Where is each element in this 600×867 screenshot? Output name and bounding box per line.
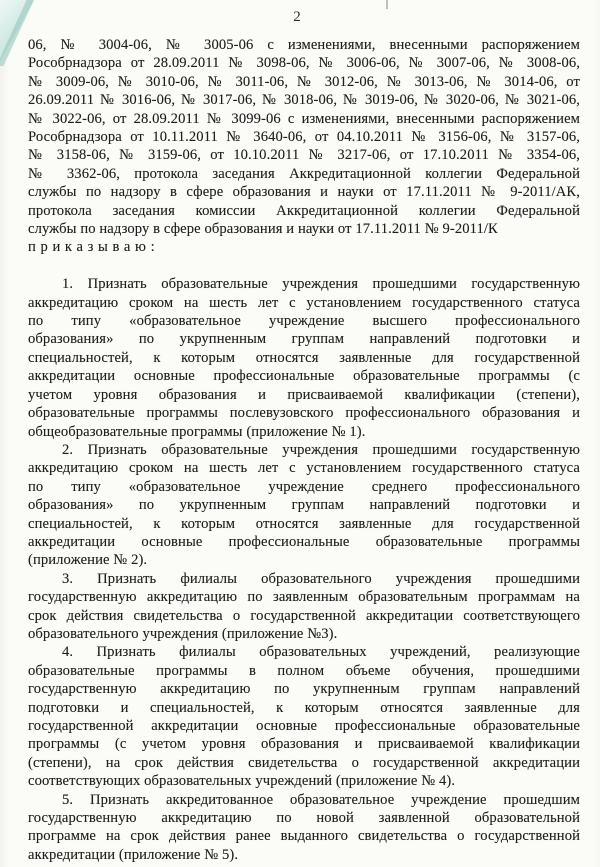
text-line: аккредитацию сроком на шесть лет с установлением государственного статуса xyxy=(28,460,580,477)
text-line: образовательного учреждения (приложение №3). xyxy=(28,625,338,642)
item-5 xyxy=(28,791,580,865)
text-line: образовательные программы послевузовского профессионального образования и xyxy=(28,405,580,422)
text-line: государственную аккредитацию по новой заявленной образовательной xyxy=(28,810,580,827)
order-word xyxy=(28,238,580,256)
text-line: (степени), на срок действия свидетельства о государственной аккредитации xyxy=(28,754,580,771)
text-line: (приложение № 2). xyxy=(28,552,148,569)
text-line: службы по надзору в сфере образования и науки от 17.11.2011 № 9-2011/К xyxy=(28,221,498,238)
text-line: аккредитации основные профессиональные образовательные программы (с xyxy=(28,368,580,385)
text-line: программы (с учетом уровня образования и присваиваемой квалификации xyxy=(28,736,580,753)
text-line: государственную аккредитацию по укрупненным группам направлений xyxy=(28,681,580,698)
text-line: № 3362-06, протокола заседания Аккредитационной коллегии Федеральной xyxy=(28,165,580,182)
text-line: программе на срок действия ранее выданного свидетельства о государственной xyxy=(28,828,580,845)
text-line: подготовки и специальностей, к которым относятся заявленные для xyxy=(28,699,580,716)
text-line: специальностей, к которым относятся заявленные для государственной xyxy=(28,349,580,366)
text-line: по типу «образовательное учреждение высшего профессионального xyxy=(28,313,580,330)
text-line: срок действия свидетельства о государственной аккредитации соответствующего xyxy=(28,607,580,624)
text-line: специальностей, к которым относятся заявленные для государственной xyxy=(28,515,580,532)
text-line: 06, № 3004-06, № 3005-06 с изменениями, внесенными распоряжением xyxy=(28,37,580,53)
text-line: 26.09.2011 № 3016-06, № 3017-06, № 3018-06, № 3019-06, № 3020-06, № 3021-06, xyxy=(28,92,580,109)
text-line: 3. Признать филиалы образовательного учреждения прошедшими xyxy=(62,570,580,587)
text-line: № 3009-06, № 3010-06, № 3011-06, № 3012-06, № 3013-06, № 3014-06, от xyxy=(28,73,580,90)
scan-mark xyxy=(386,0,388,9)
text-line: № 3158-06, № 3159-06, от 10.10.2011 № 3217-06, от 17.10.2011 № 3354-06, xyxy=(28,147,580,164)
item-1 xyxy=(28,275,580,441)
text-line: по типу «образовательное учреждение среднего профессионального xyxy=(28,478,580,495)
text-line: образовательные программы в полном объеме обучения, прошедшими xyxy=(28,662,580,679)
text-line: 1. Признать образовательные учреждения прошедшими государственную xyxy=(62,276,580,293)
text-line: № 3022-06, от 28.09.2011 № 3099-06 с изменениями, внесенными распоряжением xyxy=(28,110,580,127)
text-line: приказываю: xyxy=(28,239,160,256)
text-line: аккредитации основные профессиональные образовательные программы xyxy=(28,533,580,550)
text-line: соответствующих образовательных учреждений (приложение № 4). xyxy=(28,773,456,790)
text-line: протокола заседания комиссии Аккредитационной коллегии Федеральной xyxy=(28,202,580,219)
text-line: аккредитацию сроком на шесть лет с установлением государственного статуса xyxy=(28,294,580,311)
text-line: государственную аккредитацию по заявленным образовательным программам на xyxy=(28,589,580,606)
item-2 xyxy=(28,441,580,570)
text-line: 2. Признать образовательные учреждения прошедшими государственную xyxy=(62,441,580,458)
text-line: 4. Признать филиалы образовательных учреждений, реализующие xyxy=(62,644,580,661)
text-line: 5. Признать аккредитованное образовательное учреждение прошедшим xyxy=(62,791,580,808)
text-line: службы по надзору в сфере образования и науки от 17.11.2011 № 9-2011/АК, xyxy=(28,184,580,201)
document-body xyxy=(28,36,580,864)
text-line: государственной аккредитации основные профессиональные образовательные xyxy=(28,718,580,735)
text-line: Рособрнадзора от 28.09.2011 № 3098-06, № 3006-06, № 3007-06, № 3008-06, xyxy=(28,55,580,72)
text-line: образования» по укрупненным группам направлений подготовки и xyxy=(28,331,580,348)
text-line: образования» по укрупненным группам направлений подготовки и xyxy=(28,497,580,514)
text-line: Рособрнадзора от 10.11.2011 № 3640-06, от 04.10.2011 № 3156-06, № 3157-06, xyxy=(28,129,580,146)
text-line: общеобразовательные программы (приложение № 1). xyxy=(28,423,366,440)
item-4 xyxy=(28,643,580,790)
text-line: аккредитации (приложение № 5). xyxy=(28,846,239,863)
text-line: учетом уровня образования и присваиваемой квалификации (степени), xyxy=(28,386,580,403)
item-3 xyxy=(28,570,580,644)
continuation-paragraph xyxy=(28,36,580,238)
page-number: 2 xyxy=(293,9,301,25)
